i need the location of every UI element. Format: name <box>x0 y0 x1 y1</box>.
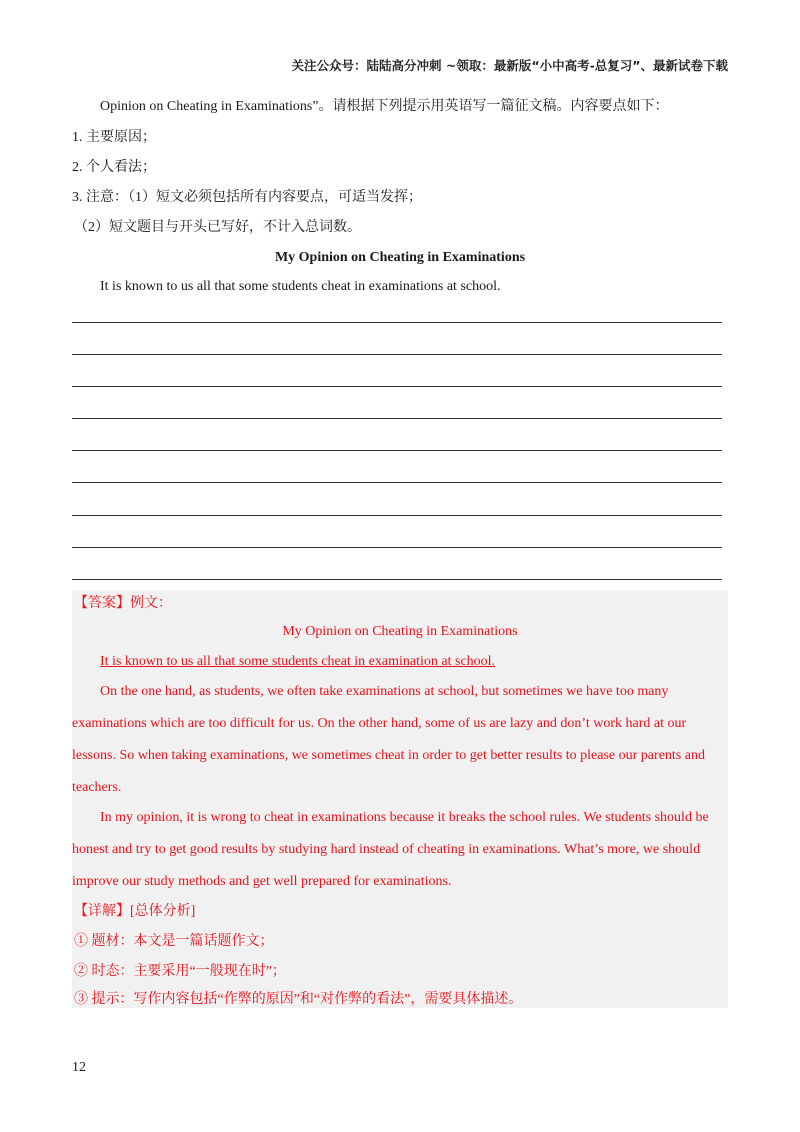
prompt-point-4: （2）短文题目与开头已写好，不计入总词数。 <box>74 220 361 235</box>
writing-line <box>72 354 722 355</box>
answer-first-line: It is known to us all that some students cheat in examination at school. <box>100 654 496 669</box>
essay-title: My Opinion on Cheating in Examinations <box>274 250 526 265</box>
answer-label: 【答案】例文： <box>74 596 172 611</box>
answer-section <box>72 590 728 1008</box>
answer-para2-line: improve our study methods and get well prepared for examinations. <box>72 874 452 889</box>
prompt-point-1: 1. 主要原因； <box>72 130 156 145</box>
writing-line <box>72 322 722 323</box>
writing-line <box>72 515 722 516</box>
detail-item: ③ 提示：写作内容包括“作弊的原因”和“对作弊的看法”，需要具体描述。 <box>74 992 523 1007</box>
prompt-intro: Opinion on Cheating in Examinations”。请根据下列提示用英语写一篇征文稿。内容要点如下： <box>100 99 669 114</box>
writing-line <box>72 482 722 483</box>
page-number: 12 <box>72 1060 86 1075</box>
answer-para2-line: In my opinion, it is wrong to cheat in examinations because it breaks the school rules. We students should be <box>100 810 709 825</box>
page-header: 关注公众号：陆陆高分冲刺 ~领取：最新版“小中高考-总复习”、最新试卷下载 <box>291 58 728 73</box>
answer-para1-line: examinations which are too difficult for us. On the other hand, some of us are lazy and don’t work hard at our <box>72 716 687 731</box>
detail-item: ① 题材：本文是一篇话题作文； <box>74 934 274 949</box>
prompt-point-2: 2. 个人看法； <box>72 160 156 175</box>
writing-line <box>72 418 722 419</box>
writing-line <box>72 386 722 387</box>
writing-line <box>72 579 722 580</box>
writing-line <box>72 450 722 451</box>
answer-para1-line: lessons. So when taking examinations, we sometimes cheat in order to get better results to please our parents and <box>72 748 705 763</box>
answer-para1-line: teachers. <box>72 780 122 795</box>
answer-para2-line: honest and try to get good results by studying hard instead of cheating in examinations. What’s more, we should <box>72 842 701 857</box>
answer-title: My Opinion on Cheating in Examinations <box>282 624 518 639</box>
answer-para1-line: On the one hand, as students, we often take examinations at school, but sometimes we have too many <box>100 684 669 699</box>
essay-opening: It is known to us all that some students cheat in examinations at school. <box>100 279 501 294</box>
writing-line <box>72 547 722 548</box>
prompt-point-3: 3. 注意：（1）短文必须包括所有内容要点，可适当发挥； <box>72 190 422 205</box>
detail-label: 【详解】[总体分析] <box>74 904 196 919</box>
detail-item: ② 时态：主要采用“一般现在时”； <box>74 964 286 979</box>
